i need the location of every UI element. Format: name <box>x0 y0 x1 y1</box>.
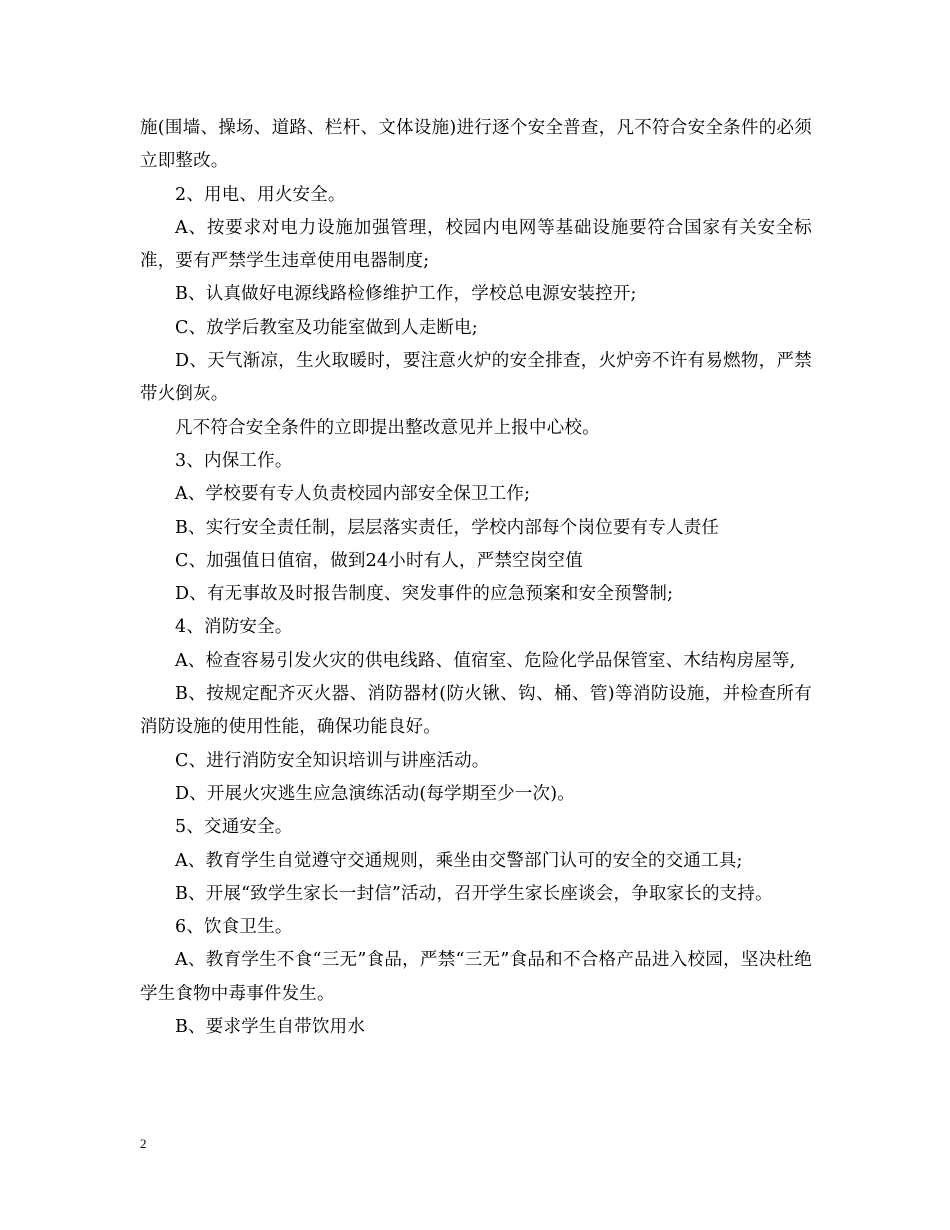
body-paragraph: B、按规定配齐灭火器、消防器材(防火锹、钩、桶、管)等消防设施，并检查所有消防设施的使用性能，确保功能良好。 <box>140 684 812 738</box>
body-paragraph: 2、用电、用火安全。 <box>175 184 346 205</box>
body-paragraph: C、放学后教室及功能室做到人走断电; <box>175 317 478 338</box>
body-paragraph: A、教育学生不食“三无”食品，严禁“三无”食品和不合格产品进入校园，坚决杜绝学生食物中毒事件发生。 <box>140 950 812 1004</box>
body-paragraph: 6、饮食卫生。 <box>175 917 293 938</box>
body-paragraph: C、进行消防安全知识培训与讲座活动。 <box>175 750 490 771</box>
body-paragraph: 凡不符合安全条件的立即提出整改意见并上报中心校。 <box>175 417 600 438</box>
body-paragraph: 5、交通安全。 <box>175 817 293 838</box>
document-body <box>140 112 812 1044</box>
body-paragraph: 4、消防安全。 <box>175 617 293 638</box>
body-paragraph: D、天气渐凉，生火取暖时，要注意火炉的安全排查，火炉旁不许有易燃物，严禁带火倒灰。 <box>140 351 812 405</box>
body-paragraph: B、认真做好电源线路检修维护工作，学校总电源安装控开; <box>175 284 637 305</box>
body-paragraph: C、加强值日值宿，做到24小时有人，严禁空岗空值 <box>175 550 583 571</box>
body-paragraph: B、实行安全责任制，层层落实责任，学校内部每个岗位要有专人责任 <box>175 517 720 538</box>
body-paragraph: A、教育学生自觉遵守交通规则，乘坐由交警部门认可的安全的交通工具; <box>175 850 743 871</box>
body-paragraph: A、检查容易引发火灾的供电线路、值宿室、危险化学品保管室、木结构房屋等, <box>175 650 796 671</box>
body-paragraph: D、开展火灾逃生应急演练活动(每学期至少一次)。 <box>175 783 575 804</box>
body-paragraph: 施(围墙、操场、道路、栏杆、文体设施)进行逐个安全普查，凡不符合安全条件的必须立即整改。 <box>140 118 812 172</box>
body-paragraph: B、开展“致学生家长一封信”活动，召开学生家长座谈会，争取家长的支持。 <box>175 883 773 904</box>
page-number: 2 <box>140 1136 147 1151</box>
body-paragraph: D、有无事故及时报告制度、突发事件的应急预案和安全预警制; <box>175 584 674 605</box>
body-paragraph: 3、内保工作。 <box>175 450 293 471</box>
body-paragraph: A、按要求对电力设施加强管理，校园内电网等基础设施要符合国家有关安全标准，要有严禁学生违章使用电器制度; <box>140 217 812 272</box>
body-paragraph: A、学校要有专人负责校园内部安全保卫工作; <box>175 484 531 505</box>
body-paragraph: B、要求学生自带饮用水 <box>175 1017 366 1038</box>
